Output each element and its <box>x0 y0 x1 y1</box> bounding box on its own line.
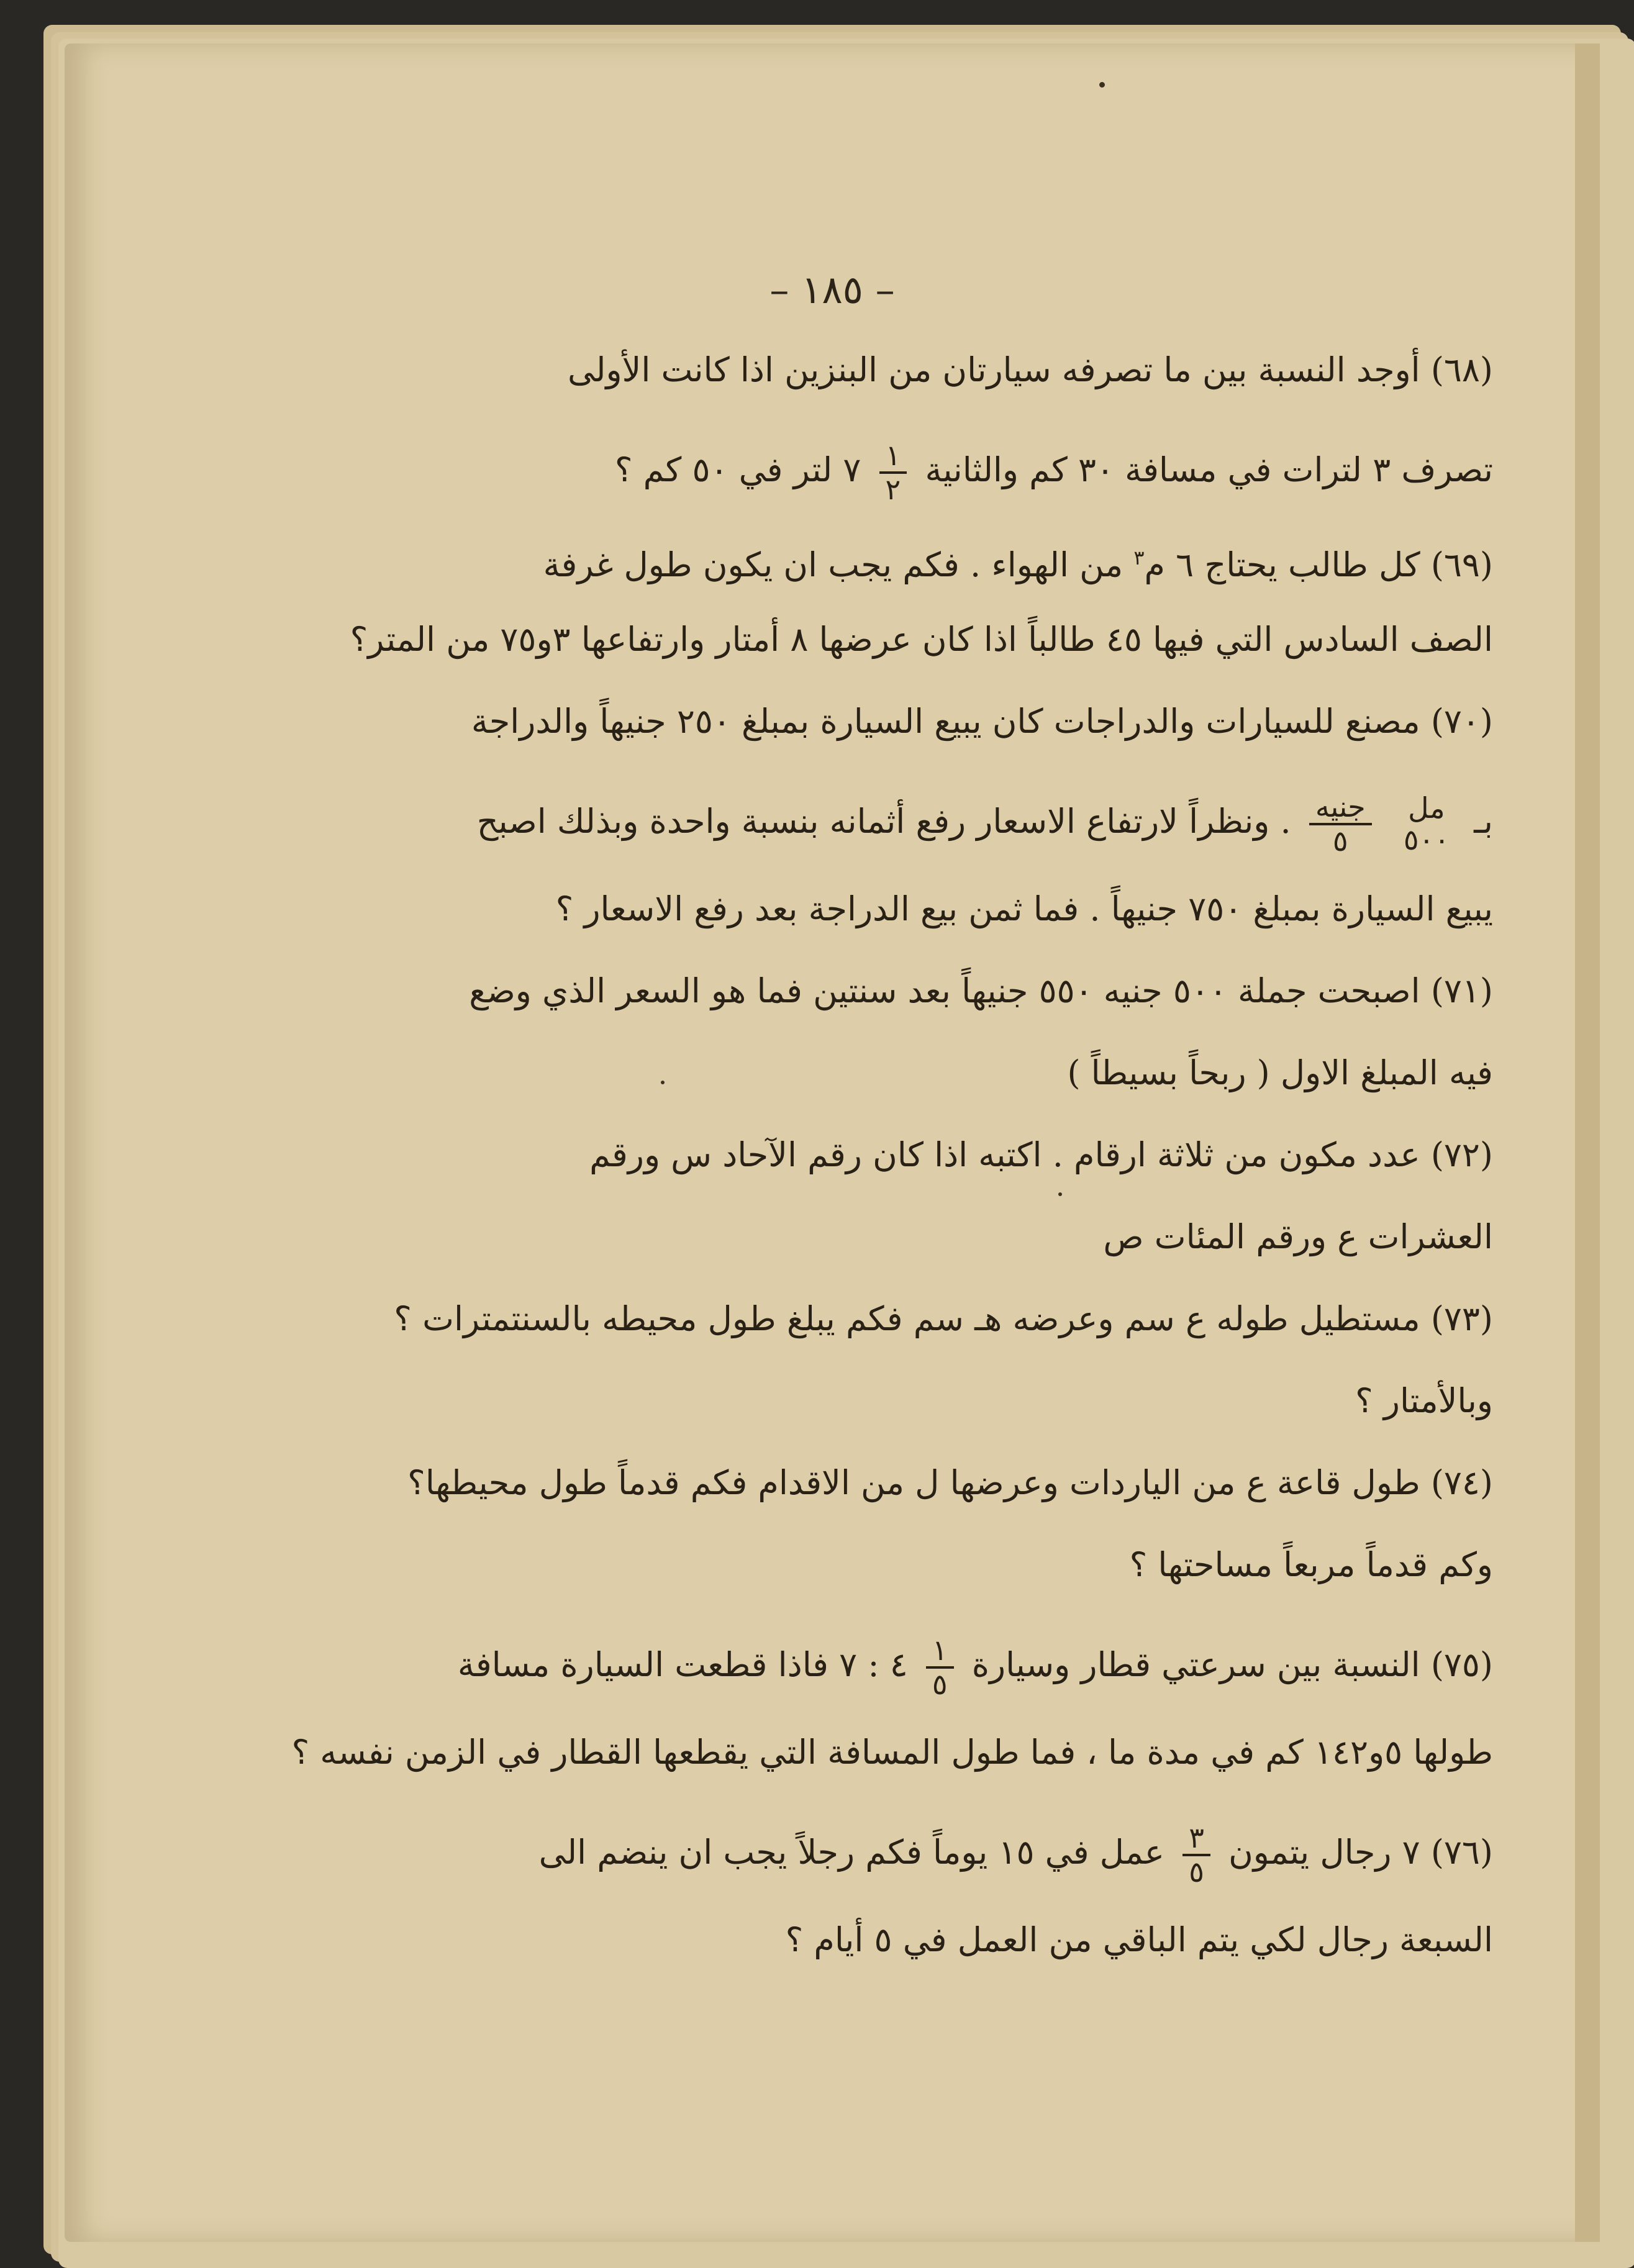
problem-69-line-2: الصف السادس التي فيها ٤٥ طالباً اذا كان عرضها ٨ أمتار وارتفاعها ٣و٧٥ من المتر؟ <box>350 620 1493 659</box>
problem-68-text-a: تصرف ٣ لترات في مسافة ٣٠ كم والثانية <box>925 450 1493 489</box>
fraction-half <box>879 440 907 505</box>
fraction-numerator: ٣ <box>1182 1822 1210 1856</box>
problem-70-line-2 <box>270 763 1493 868</box>
book-page <box>65 43 1600 2242</box>
fraction-denominator: ٥٠٠ <box>1403 823 1450 856</box>
problem-75-line-1 <box>270 1606 1493 1712</box>
problem-76-line-1 <box>270 1794 1493 1899</box>
problem-69-text-a: (٦٩) كل طالب يحتاج ٦ م <box>1144 545 1493 584</box>
fraction-fifth <box>926 1635 954 1700</box>
problem-68-line-2 <box>270 411 1493 517</box>
problem-75-text-a: (٧٥) النسبة بين سرعتي قطار وسيارة <box>971 1645 1493 1684</box>
problem-76-line-2: السبعة رجال لكي يتم الباقي من العمل في ٥ أيام ؟ <box>785 1920 1493 1959</box>
fraction-numerator: ١ <box>879 440 907 474</box>
problem-71-line-1: (٧١) اصبحت جملة ٥٠٠ جنيه ٥٥٠ جنيهاً بعد سنتين فما هو السعر الذي وضع <box>469 971 1493 1010</box>
problem-72-line-1: (٧٢) عدد مكون من ثلاثة ارقام . اكتبه اذا كان رقم الآحاد س ورقم <box>589 1135 1493 1174</box>
problem-70-line-1: (٧٠) مصنع للسيارات والدراجات كان يبيع السيارة بمبلغ ٢٥٠ جنيهاً والدراجة <box>471 702 1493 741</box>
fraction-numerator: ١ <box>926 1635 954 1669</box>
fraction-denominator: ٢ <box>885 473 901 506</box>
fraction-pound <box>1309 791 1372 856</box>
fraction-three-fifths <box>1182 1822 1210 1887</box>
fraction-denominator: ٥ <box>932 1667 948 1701</box>
problem-71-line-2: فيه المبلغ الاول ( ربحاً بسيطاً ) <box>1067 1053 1493 1092</box>
ink-speck <box>1099 82 1105 88</box>
problem-70-line-3: يبيع السيارة بمبلغ ٧٥٠ جنيهاً . فما ثمن بيع الدراجة بعد رفع الاسعار ؟ <box>555 889 1493 928</box>
page-gutter <box>1575 43 1600 2242</box>
problem-73-line-2: وبالأمتار ؟ <box>1355 1381 1493 1420</box>
page-number: – ١٨٥ – <box>769 267 895 312</box>
problem-text-block <box>270 329 1493 1981</box>
problem-75-text-b: ٤ : ٧ فاذا قطعت السيارة مسافة <box>457 1645 908 1684</box>
problem-69-text-b: من الهواء . فكم يجب ان يكون طول غرفة <box>543 545 1123 584</box>
fraction-denominator: ٥ <box>1332 824 1348 858</box>
problem-68-line-1: (٦٨) أوجد النسبة بين ما تصرفه سيارتان من البنزين اذا كانت الأولى <box>567 350 1493 389</box>
problem-74-line-1: (٧٤) طول قاعة ع من الياردات وعرضها ل من الاقدام فكم قدماً طول محيطها؟ <box>407 1463 1493 1502</box>
fraction-mil <box>1397 792 1456 855</box>
problem-68-text-b: ٧ لتر في ٥٠ كم ؟ <box>614 450 861 489</box>
problem-69-line-1 <box>270 517 1493 599</box>
fraction-numerator: مل <box>1408 791 1445 825</box>
problem-70-text-a: بـ <box>1474 802 1493 841</box>
exponent: ٣ <box>1133 546 1145 569</box>
problem-76-text-a: (٧٦) ٧ رجال يتمون <box>1228 1833 1493 1872</box>
fraction-numerator: جنيه <box>1309 791 1372 825</box>
problem-72-line-2: العشرات ع ورقم المئات ص <box>1103 1217 1493 1256</box>
problem-74-line-2: وكم قدماً مربعاً مساحتها ؟ <box>1129 1545 1493 1584</box>
fraction-denominator: ٥ <box>1189 1855 1204 1889</box>
problem-73-line-1: (٧٣) مستطيل طوله ع سم وعرضه هـ سم فكم يبلغ طول محيطه بالسنتمترات ؟ <box>394 1299 1493 1338</box>
problem-76-text-b: عمل في ١٥ يوماً فكم رجلاً يجب ان ينضم الى <box>538 1833 1165 1872</box>
problem-70-text-b: . ونظراً لارتفاع الاسعار رفع أثمانه بنسبة واحدة وبذلك اصبح <box>476 802 1291 841</box>
problem-75-line-2: طولها ٥و١٤٢ كم في مدة ما ، فما طول المسافة التي يقطعها القطار في الزمن نفسه ؟ <box>291 1733 1493 1772</box>
